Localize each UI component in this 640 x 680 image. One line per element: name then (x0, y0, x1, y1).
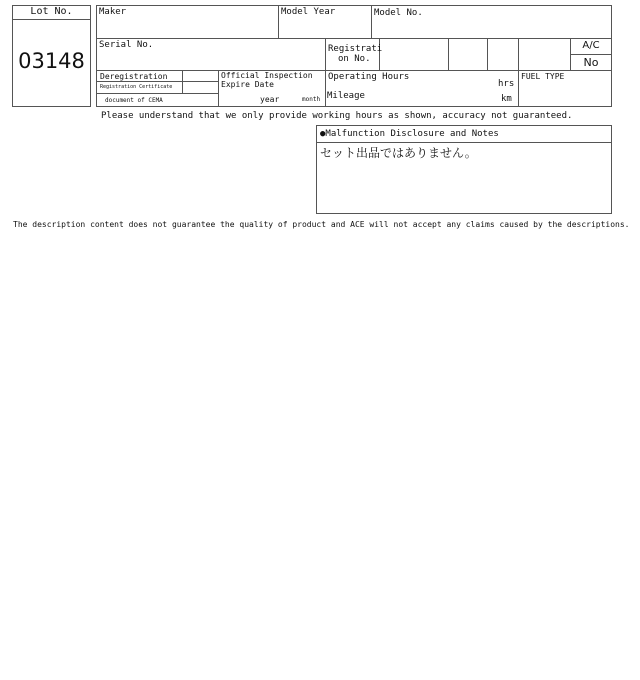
disclaimer: The description content does not guarantee the quality of product and ACE will not accept any claims caused by the descriptions. (13, 220, 630, 229)
row-divider-reg (325, 70, 518, 71)
lot-number: 03148 (18, 49, 85, 73)
col-divider-reg-value (379, 38, 380, 71)
lot-label: Lot No. (30, 6, 73, 17)
lot-divider (12, 19, 91, 20)
ac-label: A/C (582, 40, 600, 51)
malfunction-divider (316, 142, 612, 143)
registration-label-2: on No. (338, 54, 371, 64)
row-divider-ac2 (518, 70, 612, 71)
col-divider-model-no (371, 5, 372, 38)
working-hours-notice: Please understand that we only provide working hours as shown, accuracy not guaranteed. (101, 111, 573, 121)
malfunction-title: ●Malfunction Disclosure and Notes (320, 129, 499, 139)
serial-label: Serial No. (99, 40, 154, 50)
year-unit: year (260, 95, 280, 104)
operating-hours-label: Operating Hours (328, 72, 410, 82)
mileage-label: Mileage (327, 91, 365, 101)
row-divider-4 (96, 93, 218, 94)
col-divider-model-year (278, 5, 279, 38)
document-cema-label: document of CEMA (105, 97, 163, 104)
model-year-label: Model Year (281, 7, 336, 17)
col-divider-inspection (218, 70, 219, 107)
model-no-label: Model No. (374, 8, 423, 18)
deregistration-label: Deregistration (100, 72, 168, 81)
col-divider-registration (325, 38, 326, 107)
malfunction-body: セット出品ではありません。 (320, 146, 477, 160)
inspection-label-1: Official Inspection (221, 71, 313, 80)
hours-unit: hrs (498, 79, 515, 89)
row-divider-ac (570, 54, 612, 55)
ac-value: No (583, 56, 599, 69)
col-divider-reg-3 (487, 38, 488, 71)
col-divider-fuel (518, 38, 519, 107)
registration-certificate-label: Registration Certificate (100, 84, 173, 90)
registration-label-1: Registrati (328, 44, 383, 54)
col-divider-dereg (182, 70, 183, 93)
row-divider-3 (96, 81, 218, 82)
fuel-type-label: FUEL TYPE (521, 72, 565, 81)
km-unit: km (501, 94, 512, 104)
row-divider-1 (96, 38, 612, 39)
month-unit: month (302, 96, 321, 103)
inspection-label-2: Expire Date (221, 80, 274, 89)
col-divider-reg-2 (448, 38, 449, 71)
maker-label: Maker (99, 7, 127, 17)
